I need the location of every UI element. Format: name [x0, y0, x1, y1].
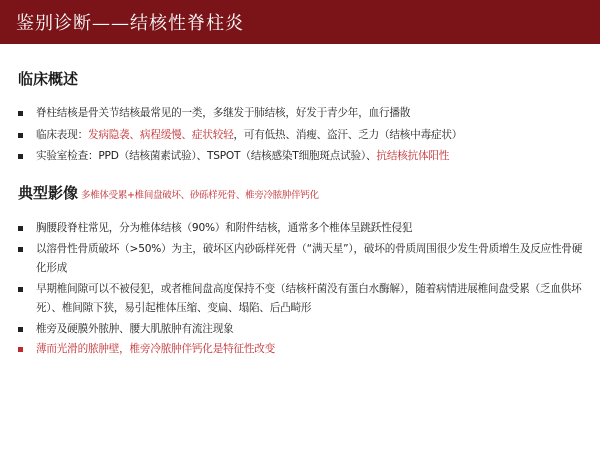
list-item-key-finding: [18, 340, 588, 360]
item-text: 薄而光滑的脓肿壁，椎旁冷脓肿伴钙化是特征性改变: [36, 343, 276, 355]
list-item: [18, 104, 588, 123]
bullet-square-icon: [18, 226, 23, 231]
item-text-highlight: 抗结核抗体阳性: [376, 150, 450, 162]
item-text-prefix: 临床表现：: [36, 128, 88, 141]
list-item: [18, 240, 588, 279]
bullet-square-icon: [18, 111, 23, 116]
item-text: 胸腰段脊柱常见，分为椎体结核（90%）和附件结核，通常多个椎体呈跳跃性侵犯: [36, 222, 413, 234]
list-item: [18, 219, 588, 239]
item-text-prefix: 实验室检查：PPD（结核菌素试验）、TSPOT（结核感染T细胞斑点试验）、: [36, 150, 377, 162]
list-item: [18, 147, 588, 166]
clinical-overview-list: [18, 104, 588, 169]
item-text: 以溶骨性骨质破坏（>50%）为主，破坏区内砂砾样死骨（“满天星”），破坏的骨质周围很少发生骨质增生及反应性骨硬化形成: [36, 242, 583, 274]
bullet-square-icon: [18, 133, 23, 138]
page-title: 鉴别诊断——结核性脊柱炎: [16, 13, 244, 34]
typical-imaging-list: [18, 219, 588, 361]
bullet-square-icon: [18, 287, 23, 292]
bullet-square-icon: [18, 347, 23, 352]
item-text: 椎旁及硬膜外脓肿、腰大肌脓肿有流注现象: [36, 322, 234, 335]
item-text-highlight: 发病隐袭、病程缓慢、症状较轻: [87, 128, 234, 141]
item-text: 早期椎间隙可以不被侵犯，或者椎间盘高度保持不变（结核杆菌没有蛋白水酶解），随着病情进展椎间盘受累（乏血供坏死）、椎间隙下狭，易引起椎体压缩、变扁、塌陷、后凸畸形: [36, 282, 582, 314]
section-heading-clinical-overview: 临床概述: [18, 70, 79, 88]
bullet-square-icon: [18, 247, 23, 252]
bullet-square-icon: [18, 327, 23, 332]
list-item: [18, 280, 588, 319]
list-item: [18, 320, 588, 340]
section-heading-typical-imaging: [18, 182, 319, 203]
section-subheading: 多椎体受累+椎间盘破坏、砂砾样死骨、椎旁冷脓肿伴钙化: [81, 190, 319, 201]
item-text: 脊柱结核是骨关节结核最常见的一类，多继发于肺结核，好发于青少年，血行播散: [36, 107, 411, 119]
item-text-suffix: ，可有低热、消瘦、盗汗、乏力（结核中毒症状）: [233, 128, 463, 141]
bullet-square-icon: [18, 154, 23, 159]
list-item: [18, 126, 588, 145]
section-heading-text: 典型影像: [18, 184, 79, 202]
title-bar: [0, 0, 600, 44]
